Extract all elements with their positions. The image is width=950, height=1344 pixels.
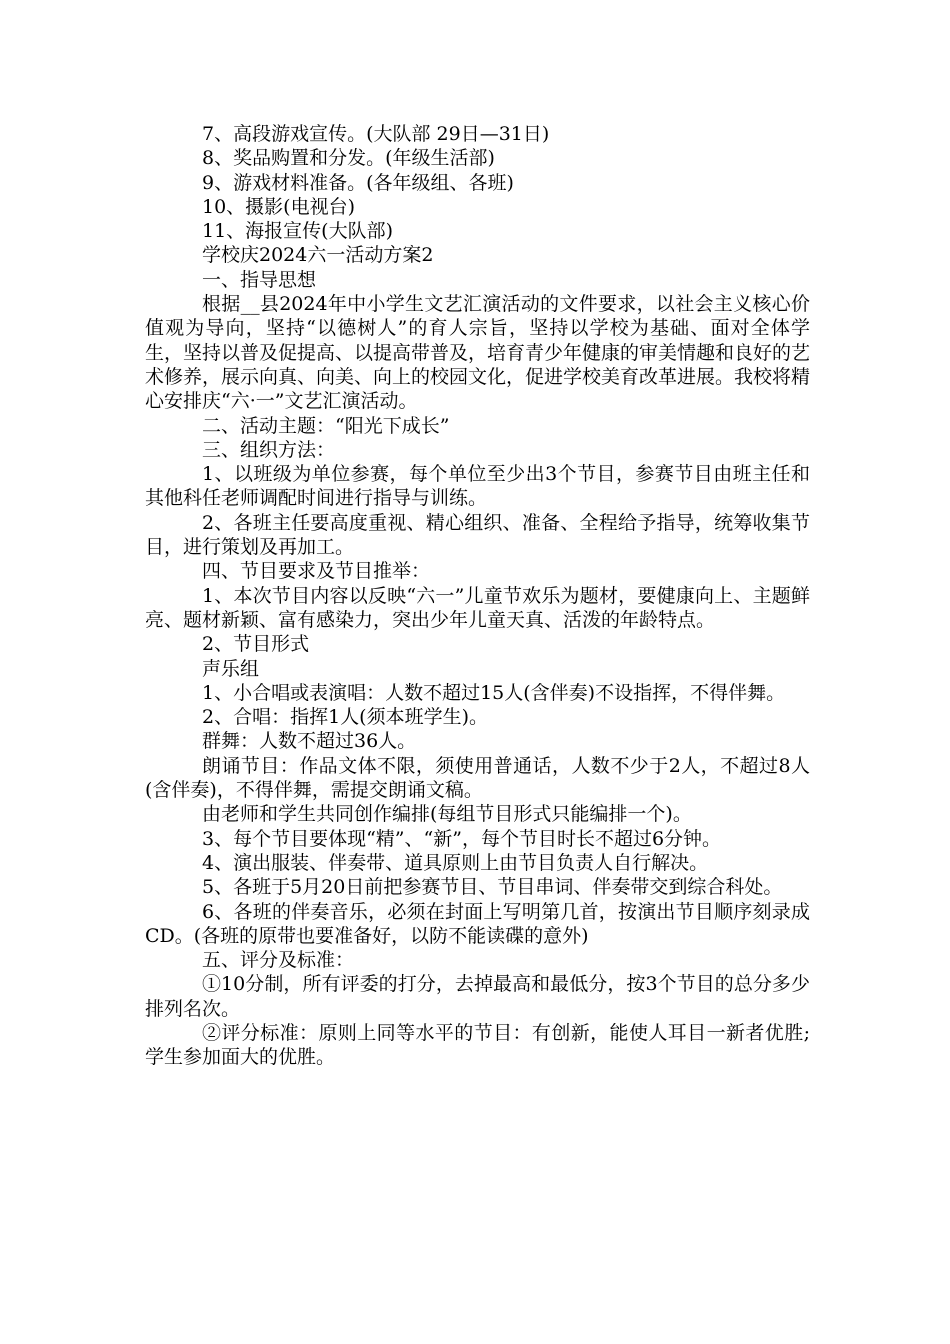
heading-organization: 三、组织方法： [202,438,336,461]
paragraph-item-7: 7、高段游戏宣传。(大队部 29日—31日) [202,123,550,145]
paragraph-organization-2: 2、各班主任要高度重视、精心组织、准备、全程给予指导，统筹收集节目，进行策划及再加工。 [145,511,810,559]
section-title: 学校庆2024六一活动方案2 [202,244,434,267]
paragraph-program-form: 2、节目形式 [202,633,310,656]
heading-program-requirements: 四、节目要求及节目推举： [202,560,431,583]
paragraph-scoring-2: ②评分标准：原则上同等水平的节目：有创新，能使人耳目一新者优胜;学生参加面大的优胜。 [145,1021,810,1069]
paragraph-requirements-5: 5、各班于5月20日前把参赛节目、节目串词、伴奏带交到综合科处。 [202,876,783,899]
heading-scoring: 五、评分及标准： [202,949,355,972]
paragraph-organization-1: 1、以班级为单位参赛，每个单位至少出3个节目，参赛节目由班主任和其他科任老师调配时间进行指导与训练。 [145,463,810,510]
paragraph-small-chorus: 1、小合唱或表演唱：人数不超过15人(含伴奏)不设指挥，不得伴舞。 [202,681,786,704]
paragraph-guiding-thought: 根据__县2024年中小学生文艺汇演活动的文件要求，以社会主义核心价值观为导向，坚持“以德树人”的育人宗旨，坚持以学校为基础、面对全体学生，坚持以普及促提高、以提高带普及，培育青少年健康的审美情趣和良好的艺术修养，展示向真、向美、向上的校园文化，促进学校美育改革进展。我校将精心安排庆“六·一”文艺汇演活动。 [145,293,811,413]
paragraph-vocal-group: 声乐组 [202,657,260,680]
paragraph-requirements-4: 4、演出服装、伴奏带、道具原则上由节目负责人自行解决。 [202,851,709,874]
paragraph-scoring-1: ①10分制，所有评委的打分，去掉最高和最低分，按3个节目的总分多少排列名次。 [145,973,810,1020]
heading-activity-theme: 二、活动主题：“阳光下成长” [202,414,450,437]
paragraph-item-10: 10、摄影(电视台) [202,195,356,218]
paragraph-requirements-1: 1、本次节目内容以反映“六一”儿童节欢乐为题材，要健康向上、主题鲜亮、题材新颖、富有感染力，突出少年儿童天真、活泼的年龄特点。 [145,584,810,631]
paragraph-requirements-6: 6、各班的伴奏音乐，必须在封面上写明第几首，按演出节目顺序刻录成CD。(各班的原带也要准备好，以防不能读碟的意外) [145,900,810,947]
paragraph-requirements-3: 3、每个节目要体现“精”、“新”，每个节目时长不超过6分钟。 [202,827,722,850]
paragraph-chorus: 2、合唱：指挥1人(须本班学生)。 [202,706,489,729]
paragraph-item-11: 11、海报宣传(大队部) [202,220,394,243]
paragraph-item-8: 8、奖品购置和分发。(年级生活部) [202,147,495,170]
paragraph-co-creation: 由老师和学生共同创作编排(每组节目形式只能编排一个)。 [202,803,692,826]
paragraph-recitation: 朗诵节目：作品文体不限，须使用普通话，人数不少于2人，不超过8人(含伴奏)，不得伴舞，需提交朗诵文稿。 [145,754,810,802]
document-body [145,122,810,1070]
paragraph-item-9: 9、游戏材料准备。(各年级组、各班) [202,171,514,194]
paragraph-group-dance: 群舞：人数不超过36人。 [202,730,417,753]
heading-guiding-thought: 一、指导思想 [202,268,317,291]
